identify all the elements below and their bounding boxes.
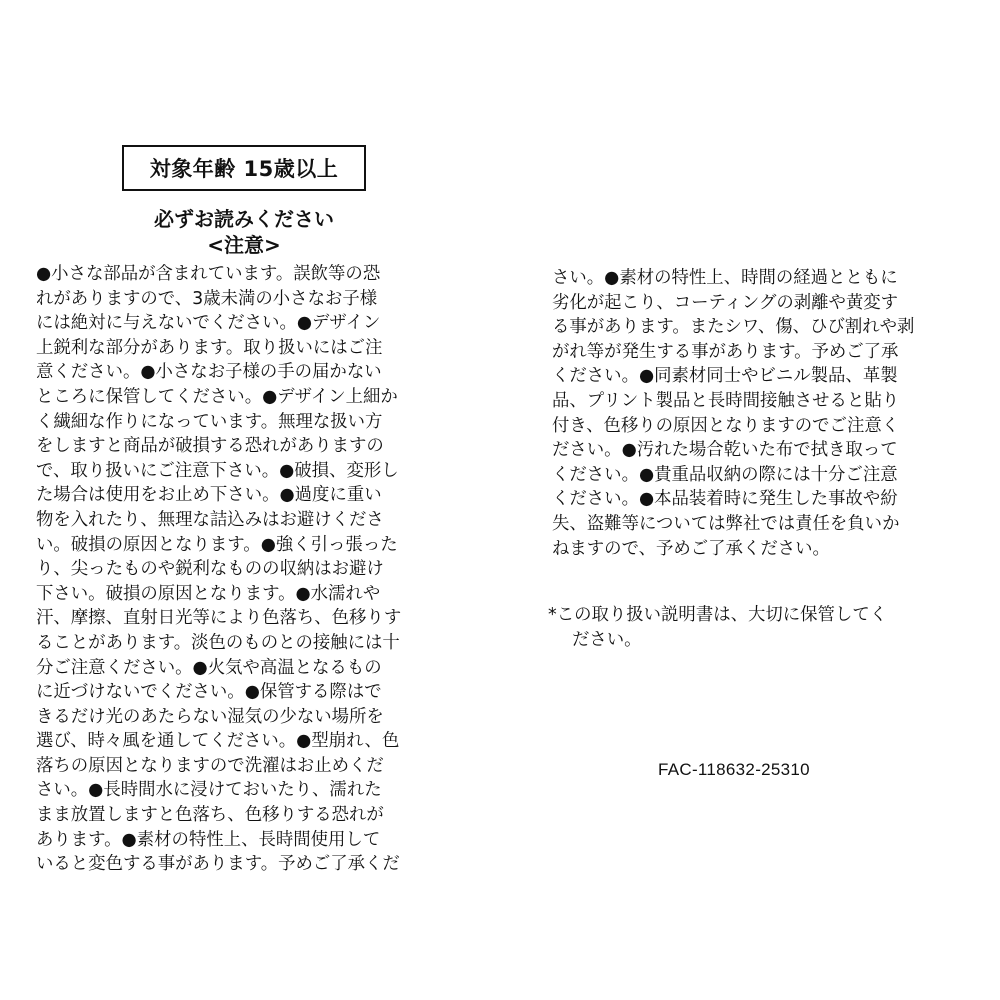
text-line: 分ご注意ください。●火気や高温となるもの: [36, 657, 382, 678]
text-line: 物を入れたり、無理な詰込みはお避けくださ: [36, 509, 384, 530]
text-line: ください。●同素材同士やビニル製品、革製: [552, 366, 898, 387]
text-line: ところに保管してください。●デザイン上細か: [36, 386, 398, 407]
note-line: ださい。: [572, 629, 642, 650]
text-line: ることがあります。淡色のものとの接触には十: [36, 632, 400, 653]
product-code: FAC-118632-25310: [658, 760, 810, 779]
text-line: り、尖ったものや鋭利なものの収納はお避け: [36, 559, 384, 580]
caution-text-right-column: [552, 266, 914, 561]
text-line: 落ちの原因となりますので洗濯はお止めくだ: [36, 755, 384, 776]
text-line: がれ等が発生する事があります。予めご了承: [552, 341, 899, 362]
text-line: 劣化が起こり、コーティングの剥離や黄変す: [552, 292, 899, 313]
text-line: 汗、摩擦、直射日光等により色落ち、色移りす: [36, 608, 402, 629]
text-line: 下さい。破損の原因となります。●水濡れや: [36, 583, 381, 604]
text-line: る事があります。またシワ、傷、ひび割れや剥: [552, 317, 915, 338]
text-line: い。破損の原因となります。●強く引っ張った: [36, 534, 398, 555]
age-label-box: [122, 145, 366, 191]
text-line: た場合は使用をお止め下さい。●過度に重い: [36, 485, 382, 506]
text-line: ●小さな部品が含まれています。誤飲等の恐: [36, 264, 381, 284]
text-line: 意ください。●小さなお子様の手の届かない: [36, 362, 382, 383]
text-line: いると変色する事があります。予めご了承くだ: [36, 854, 400, 875]
text-line: 付き、色移りの原因となりますのでご注意く: [552, 415, 900, 436]
age-label: 対象年齢 15歳以上: [149, 157, 339, 181]
text-line: きるだけ光のあたらない湿気の少ない場所を: [36, 706, 384, 727]
text-line: 失、盗難等については弊社では責任を負いか: [552, 513, 900, 534]
text-line: く繊細な作りになっています。無理な扱い方: [36, 411, 383, 432]
text-line: 上鋭利な部分があります。取り扱いにはご注: [36, 337, 383, 358]
text-line: ねますので、予めご了承ください。: [552, 538, 830, 559]
text-line: さい。●長時間水に浸けておいたり、濡れた: [36, 780, 382, 801]
note-line: *この取り扱い説明書は、大切に保管してく: [548, 605, 888, 625]
text-line: で、取り扱いにご注意下さい。●破損、変形し: [36, 460, 399, 481]
storage-note: [548, 603, 887, 652]
text-line: に近づけないでください。●保管する際はで: [36, 682, 382, 703]
text-line: あります。●素材の特性上、長時間使用して: [36, 829, 381, 850]
text-line: ください。●貴重品収納の際には十分ご注意: [552, 464, 898, 485]
text-line: 選び、時々風を通してください。●型崩れ、色: [36, 731, 400, 752]
text-line: ください。●本品装着時に発生した事故や紛: [552, 489, 898, 510]
text-line: をしますと商品が破損する恐れがありますの: [36, 436, 384, 457]
text-line: 品、プリント製品と長時間接触させると貼り: [552, 390, 900, 411]
read-heading: 必ずお読みください: [154, 207, 334, 231]
caution-heading: <注意>: [207, 233, 281, 257]
text-line: さい。●素材の特性上、時間の経過とともに: [552, 268, 898, 288]
text-line: ださい。●汚れた場合乾いた布で拭き取って: [552, 440, 898, 461]
text-line: には絶対に与えないでください。●デザイン: [36, 313, 381, 334]
caution-text-left-column: [36, 262, 401, 877]
text-line: まま放置しますと色落ち、色移りする恐れが: [36, 805, 384, 826]
text-line: れがありますので、3歳未満の小さなお子様: [36, 288, 378, 309]
